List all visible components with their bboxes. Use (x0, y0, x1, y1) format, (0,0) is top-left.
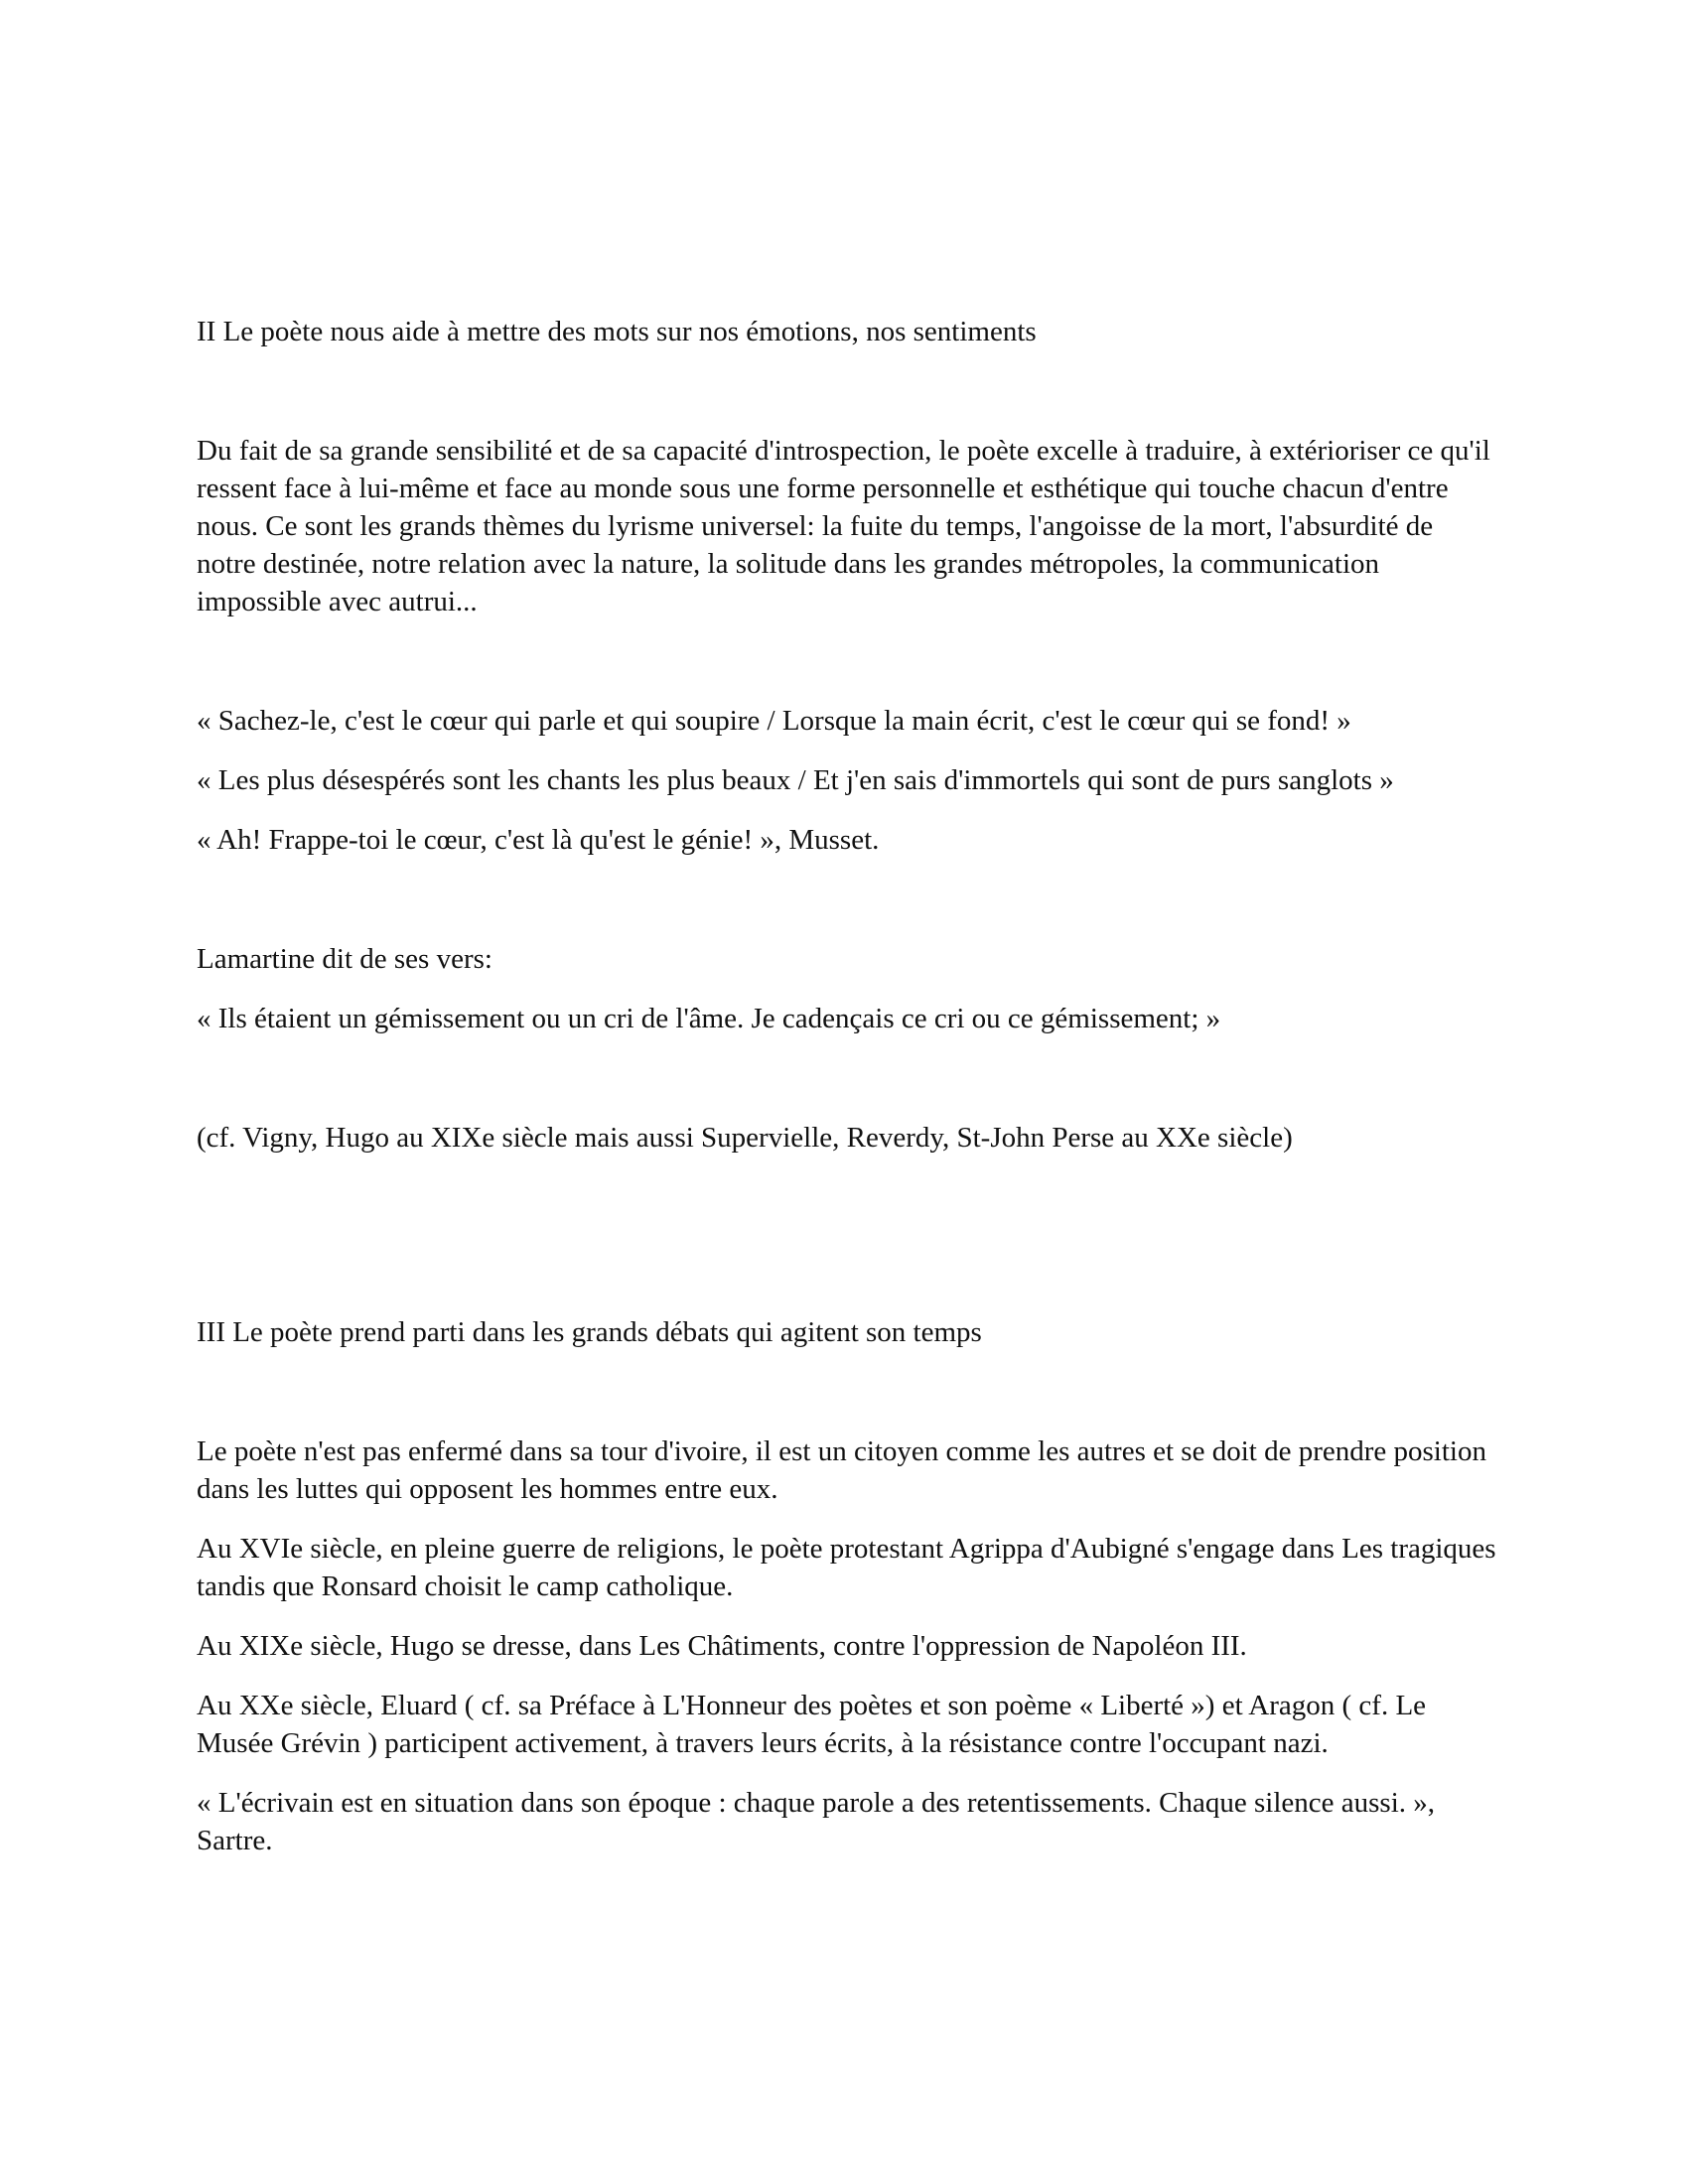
quote-1: « Sachez-le, c'est le cœur qui parle et qui soupire / Lorsque la main écrit, c'est le cœur qui se fond! » (197, 705, 1351, 737)
document-body (197, 313, 1497, 1859)
lamartine-quote: « Ils étaient un gémissement ou un cri de l'âme. Je cadençais ce cri ou ce gémissement; » (197, 1003, 1221, 1034)
section-2-paragraph: Du fait de sa grande sensibilité et de sa capacité d'introspection, le poète excelle à traduire, à extérioriser ce qu'il ressent face à lui-même et face au monde sous une forme personnelle et esthétique qui touche chacun d'entre nous. Ce sont les grands thèmes du lyrisme universel: la fuite du temps, l'angoisse de la mort, l'absurdité de notre destinée, notre relation avec la nature, la solitude dans les grandes métropoles, la communication impossible avec autrui... (197, 435, 1490, 617)
quote-musset: « Ah! Frappe-toi le cœur, c'est là qu'est le génie! », Musset. (197, 824, 880, 856)
section-2-heading: II Le poète nous aide à mettre des mots sur nos émotions, nos sentiments (197, 316, 1037, 347)
quote-2: « Les plus désespérés sont les chants les plus beaux / Et j'en sais d'immortels qui sont de purs sanglots » (197, 764, 1394, 796)
section-3-heading: III Le poète prend parti dans les grands débats qui agitent son temps (197, 1316, 982, 1348)
lamartine-intro: Lamartine dit de ses vers: (197, 943, 492, 975)
sartre-quote: « L'écrivain est en situation dans son époque : chaque parole a des retentissements. Chaque silence aussi. », Sartre. (197, 1787, 1436, 1856)
section-3-paragraph-3: Au XIXe siècle, Hugo se dresse, dans Les Châtiments, contre l'oppression de Napoléon III. (197, 1630, 1247, 1662)
section-3-paragraph-2: Au XVIe siècle, en pleine guerre de religions, le poète protestant Agrippa d'Aubigné s'engage dans Les tragiques tandis que Ronsard choisit le camp catholique. (197, 1533, 1496, 1602)
section-2-references: (cf. Vigny, Hugo au XIXe siècle mais aussi Supervielle, Reverdy, St-John Perse au XXe siècle) (197, 1122, 1293, 1154)
section-3-paragraph-4: Au XXe siècle, Eluard ( cf. sa Préface à L'Honneur des poètes et son poème « Liberté ») et Aragon ( cf. Le Musée Grévin ) participent activement, à travers leurs écrits, à la résistance contre l'occupant nazi. (197, 1690, 1427, 1759)
section-3-paragraph-1: Le poète n'est pas enfermé dans sa tour d'ivoire, il est un citoyen comme les autres et se doit de prendre position dans les luttes qui opposent les hommes entre eux. (197, 1435, 1486, 1505)
